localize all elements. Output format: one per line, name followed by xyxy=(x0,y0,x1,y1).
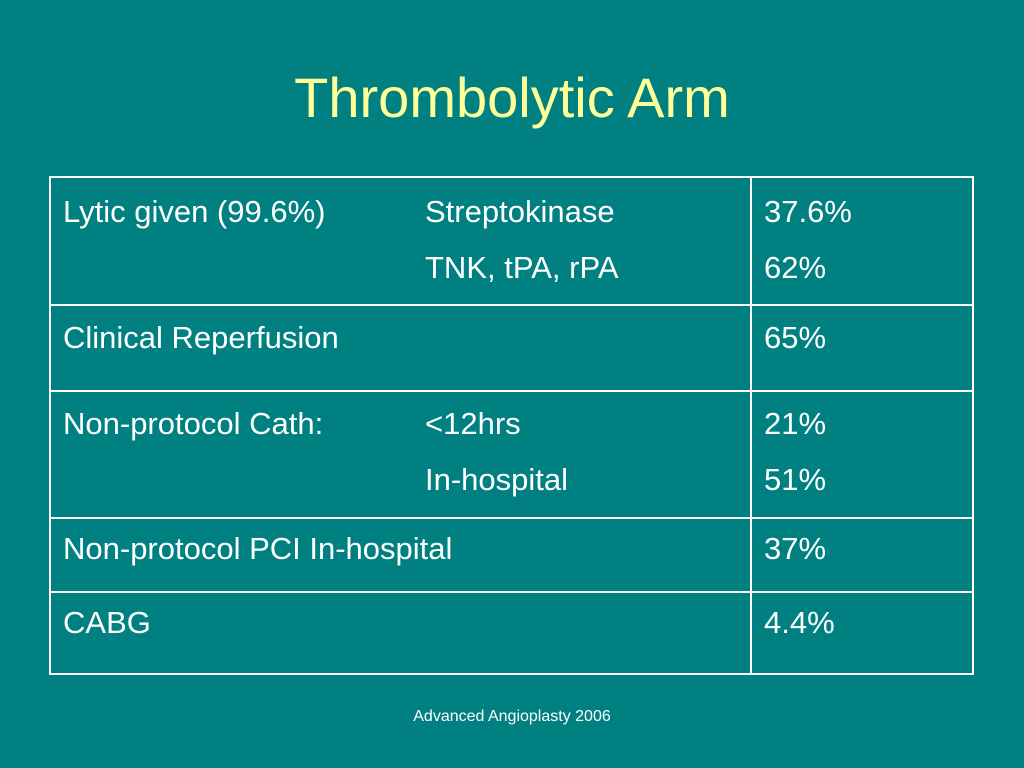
row-value: 51% xyxy=(763,462,827,497)
table-line xyxy=(63,250,738,286)
row-value: 37.6% xyxy=(763,194,852,229)
row-value: 62% xyxy=(763,250,827,285)
slide-footer: Advanced Angioplasty 2006 xyxy=(413,708,611,725)
row-label: CABG xyxy=(63,605,151,640)
row-sub-item: <12hrs xyxy=(425,406,521,441)
row-label: Clinical Reperfusion xyxy=(63,320,339,355)
slide-title: Thrombolytic Arm xyxy=(294,66,730,129)
row-value: 21% xyxy=(763,406,827,441)
table-row xyxy=(50,592,973,674)
table-cell-label xyxy=(50,177,751,305)
row-sub-item: Streptokinase xyxy=(425,194,615,229)
results-table xyxy=(49,176,974,675)
table-row xyxy=(50,518,973,592)
table-cell-label xyxy=(50,592,751,674)
table-row xyxy=(50,305,973,391)
row-label: Non-protocol Cath: xyxy=(63,406,324,441)
table-cell-value xyxy=(751,391,973,518)
table-line xyxy=(63,462,738,498)
row-label: Lytic given (99.6%) xyxy=(63,194,326,229)
row-label: Non-protocol PCI In-hospital xyxy=(63,531,453,566)
table-row xyxy=(50,177,973,305)
row-sub-item: TNK, tPA, rPA xyxy=(425,250,619,285)
row-value: 4.4% xyxy=(763,605,835,640)
table-line xyxy=(63,406,738,442)
row-value: 37% xyxy=(763,531,827,566)
row-sub-item: In-hospital xyxy=(425,462,569,497)
table-cell-label xyxy=(50,518,751,592)
row-value: 65% xyxy=(763,320,827,355)
table-cell-label xyxy=(50,305,751,391)
table-line xyxy=(63,194,738,230)
table-cell-label xyxy=(50,391,751,518)
table-cell-value xyxy=(751,177,973,305)
table-cell-value xyxy=(751,305,973,391)
table-row xyxy=(50,391,973,518)
table-cell-value xyxy=(751,518,973,592)
table-cell-value xyxy=(751,592,973,674)
